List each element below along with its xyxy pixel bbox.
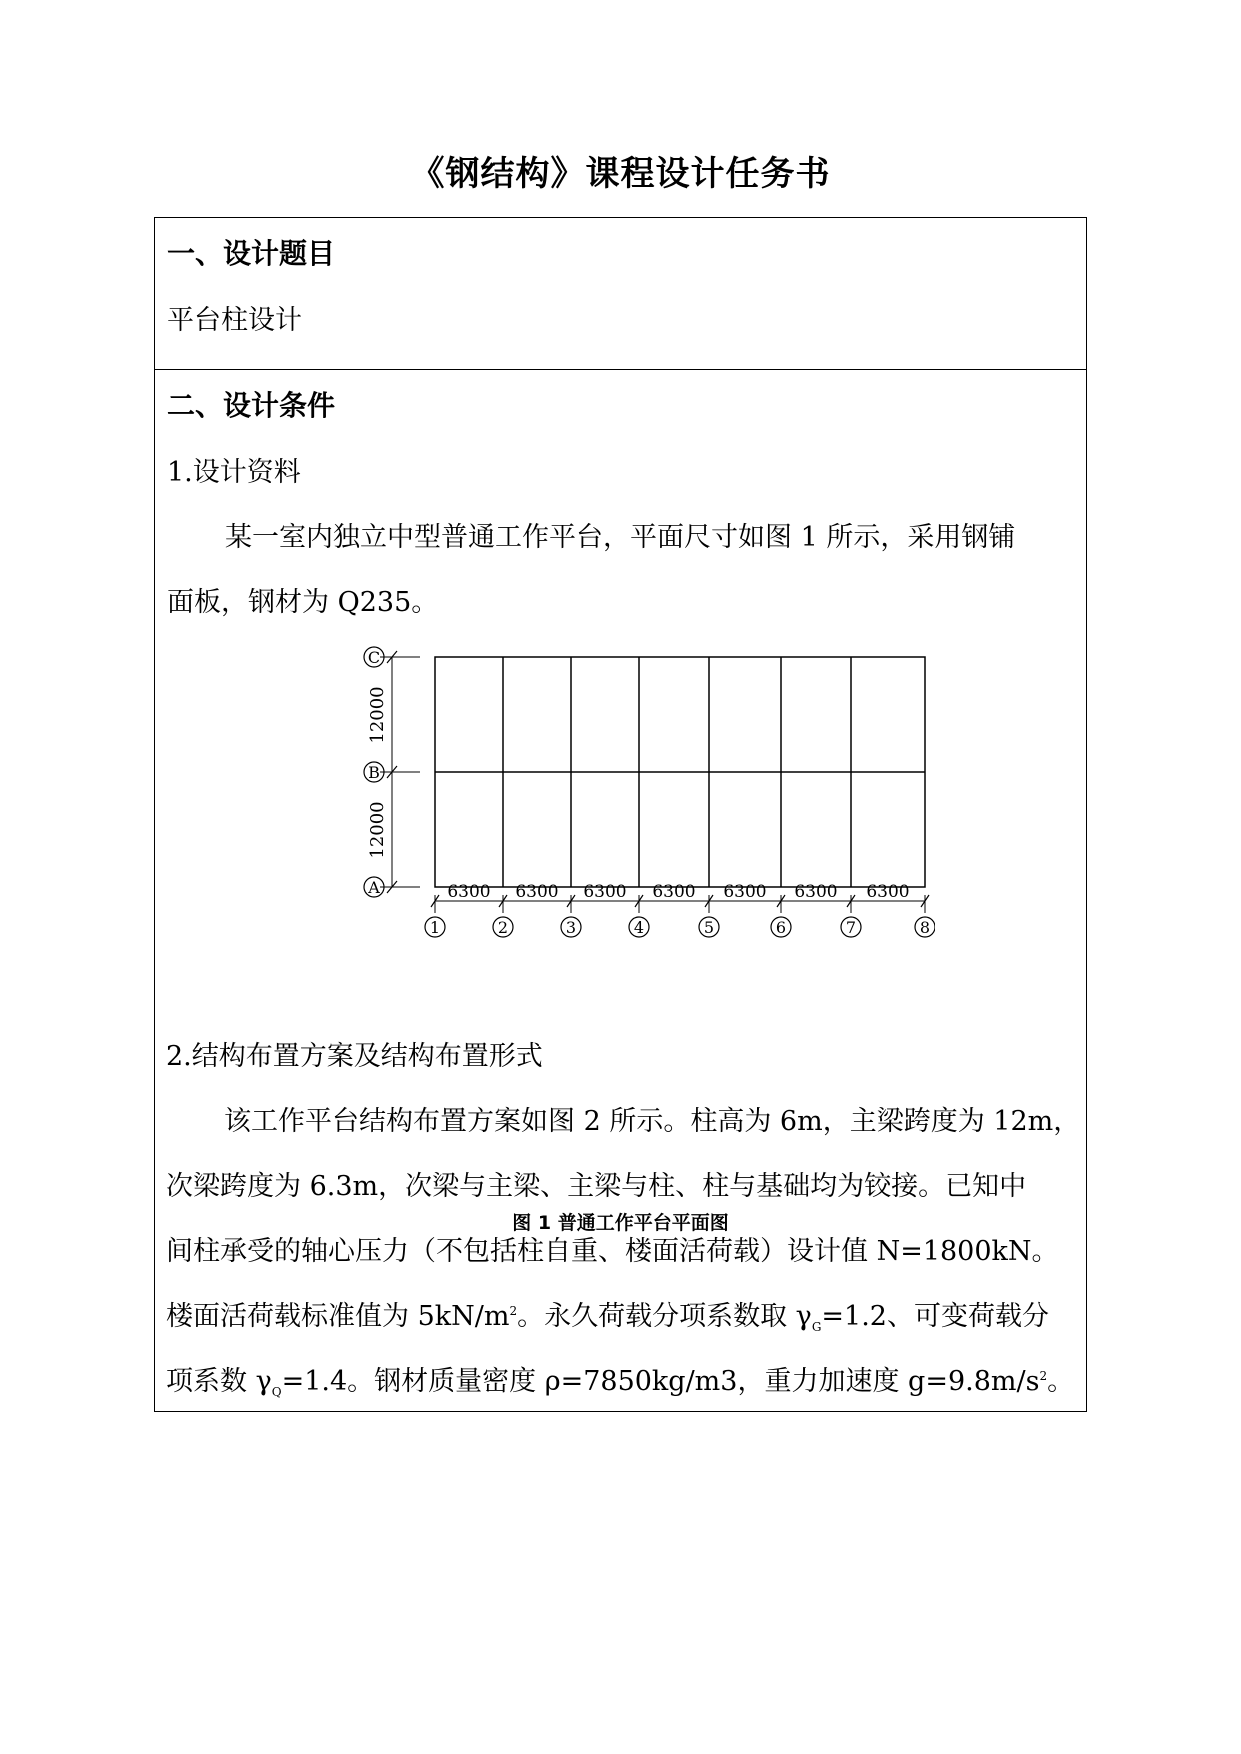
paragraph-line: 面板，钢材为 Q235。 xyxy=(167,587,439,618)
plan-drawing xyxy=(335,645,935,945)
axis-label-c: C xyxy=(367,648,381,667)
col-dim-label: 6300 xyxy=(794,882,838,902)
paragraph-line: 次梁跨度为 6.3m，次梁与主梁、主梁与柱、柱与基础均为铰接。已知中 xyxy=(166,1171,1027,1202)
text-segment: 楼面活荷载标准值为 5kN/m xyxy=(166,1301,510,1332)
col-dim-label: 6300 xyxy=(723,882,767,902)
axis-label-b: B xyxy=(368,763,380,782)
text-segment: 。永久荷载分项系数取 γ xyxy=(517,1301,812,1332)
section-heading: 二、设计条件 xyxy=(167,389,336,422)
col-dim-label: 6300 xyxy=(447,882,491,902)
text-segment: =1.4。钢材质量密度 ρ=7850kg/m3，重力加速度 g=9.8m/s xyxy=(281,1366,1040,1397)
col-dim-label: 6300 xyxy=(583,882,627,902)
axis-label-1: 1 xyxy=(429,918,441,937)
superscript: 2 xyxy=(509,1304,518,1318)
col-dim-label: 6300 xyxy=(866,882,910,902)
design-topic-text: 平台柱设计 xyxy=(167,305,302,336)
axis-label-3: 3 xyxy=(565,918,577,937)
paragraph-line: 某一室内独立中型普通工作平台，平面尺寸如图 1 所示，采用钢铺 xyxy=(225,522,1016,553)
figure-caption: 图 1 普通工作平台平面图 xyxy=(512,1212,729,1234)
axis-label-6: 6 xyxy=(775,918,787,937)
subscript: G xyxy=(811,1320,822,1334)
col-dim-label: 6300 xyxy=(515,882,559,902)
text-segment: 。 xyxy=(1047,1366,1075,1397)
item-title: 1.设计资料 xyxy=(167,457,301,488)
document-title: 《钢结构》课程设计任务书 xyxy=(410,154,831,194)
axis-label-4: 4 xyxy=(633,918,645,937)
item-title: 2.结构布置方案及结构布置形式 xyxy=(166,1041,543,1072)
axis-label-2: 2 xyxy=(497,918,509,937)
paragraph-line: 该工作平台结构布置方案如图 2 所示。柱高为 6m，主梁跨度为 12m， xyxy=(224,1106,1081,1137)
paragraph-line xyxy=(166,1359,1075,1398)
axis-label-7: 7 xyxy=(845,918,857,937)
row-dim-label: 12000 xyxy=(367,686,388,744)
paragraph-line: 间柱承受的轴心压力（不包括柱自重、楼面活荷载）设计值 N=1800kN。 xyxy=(166,1236,1059,1267)
platform-plan-figure xyxy=(335,645,935,945)
text-segment: =1.2、可变荷载分 xyxy=(821,1301,1049,1332)
axis-label-5: 5 xyxy=(703,918,715,937)
axis-label-a: A xyxy=(368,878,380,897)
text-segment: 项系数 γ xyxy=(166,1366,272,1397)
subscript: Q xyxy=(271,1385,282,1399)
paragraph-line xyxy=(166,1294,1075,1333)
axis-label-8: 8 xyxy=(919,918,931,937)
col-dim-label: 6300 xyxy=(652,882,696,902)
section-heading: 一、设计题目 xyxy=(167,237,336,270)
row-dim-label: 12000 xyxy=(367,801,388,859)
superscript: 2 xyxy=(1039,1369,1048,1383)
section-design-topic xyxy=(155,218,1086,370)
